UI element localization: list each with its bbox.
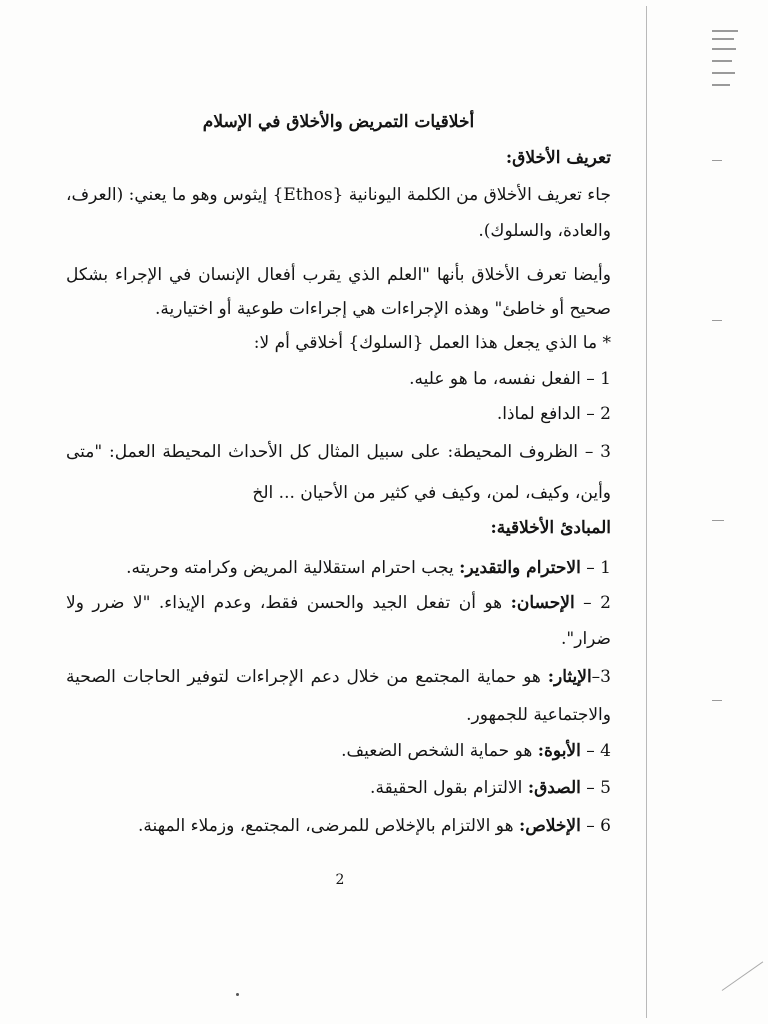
principle-number: 6 – [580, 816, 611, 836]
document-body [66, 0, 611, 1024]
edge-mark [712, 30, 738, 32]
principle-item-continuation [66, 703, 611, 727]
principle-number: 5 – [580, 778, 611, 798]
page-number: 2 [335, 872, 345, 888]
principle-text: والاجتماعية للجمهور. [466, 705, 611, 725]
edge-mark [712, 520, 724, 521]
section-heading-definition: تعريف الأخلاق: [505, 148, 611, 168]
principle-number: 1 – [580, 558, 611, 578]
principle-text: هو الالتزام بالإخلاص للمرضى، المجتمع، وزملاء المهنة. [138, 816, 519, 836]
paragraph-line: والعادة، والسلوك). [478, 221, 611, 241]
principle-text: الالتزام بقول الحقيقة. [370, 778, 528, 798]
document-title: أخلاقيات التمريض والأخلاق في الإسلام [202, 112, 475, 132]
principle-term: الإيثار: [547, 667, 592, 687]
paragraph-line: جاء تعريف الأخلاق من الكلمة اليونانية {Ethos} إيثوس وهو ما يعني: (العرف، [66, 185, 611, 205]
principle-term: الأبوة: [537, 741, 581, 761]
edge-mark [712, 60, 732, 62]
edge-mark [712, 48, 736, 50]
principle-text: هو حماية المجتمع من خلال دعم الإجراءات لتوفير الحاجات الصحية [66, 667, 548, 687]
principle-number: 4 – [580, 741, 611, 761]
principle-text: ضرار". [561, 629, 611, 649]
list-item: 3 – الظروف المحيطة: على سبيل المثال كل الأحداث المحيطة العمل: "متى [66, 442, 611, 462]
edge-mark [712, 72, 735, 74]
principle-item [66, 556, 611, 580]
principle-item [66, 591, 611, 615]
binding-line [646, 6, 647, 1018]
section-heading-principles: المبادئ الأخلاقية: [490, 518, 611, 538]
paragraph-line: صحيح أو خاطئ" وهذه الإجراءات هي إجراءات طوعية أو اختيارية. [155, 299, 611, 319]
principle-text: هو أن تفعل الجيد والحسن فقط، وعدم الإيذاء. "لا ضرر ولا [66, 593, 511, 613]
principle-item [66, 665, 611, 689]
principle-number: 3– [591, 667, 611, 687]
principle-item-continuation [66, 627, 611, 651]
edge-mark [712, 320, 722, 321]
edge-mark [712, 160, 722, 161]
corner-fold-line [722, 961, 764, 990]
principle-item [66, 776, 611, 800]
edge-mark [712, 700, 722, 701]
principle-term: الاحترام والتقدير: [459, 558, 581, 578]
principle-text: يجب احترام استقلالية المريض وكرامته وحريته. [126, 558, 460, 578]
principle-text: هو حماية الشخص الضعيف. [341, 741, 538, 761]
principle-item [66, 814, 611, 838]
edge-mark [712, 38, 734, 40]
edge-mark [712, 84, 730, 86]
principle-term: الإحسان: [510, 593, 575, 613]
list-item: 1 – الفعل نفسه، ما هو عليه. [409, 369, 611, 389]
paragraph-line: وأيضا تعرف الأخلاق بأنها "العلم الذي يقرب أفعال الإنسان في الإجراء بشكل [66, 265, 611, 285]
question-line: * ما الذي يجعل هذا العمل {السلوك} أخلاقي أم لا: [253, 333, 611, 353]
list-item: 2 – الدافع لماذا. [496, 404, 611, 424]
list-item-continuation: وأين، وكيف، لمن، وكيف في كثير من الأحيان ... الخ [252, 483, 611, 503]
principle-term: الإخلاص: [518, 816, 581, 836]
principle-number: 2 – [574, 593, 611, 613]
principle-item [66, 739, 611, 763]
principle-term: الصدق: [527, 778, 581, 798]
